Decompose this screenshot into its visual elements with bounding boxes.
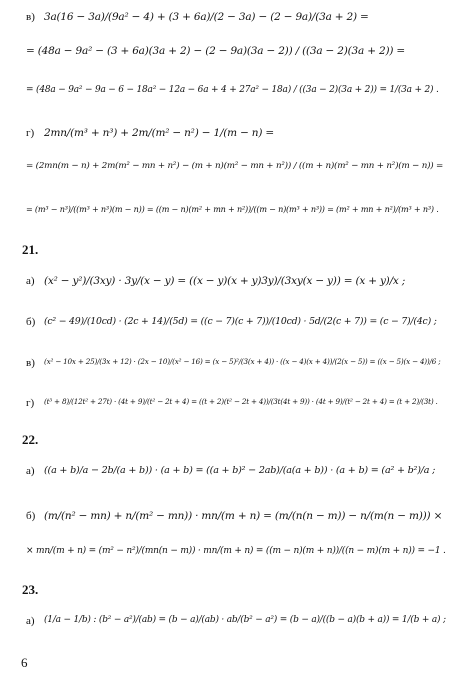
item-label: а) <box>26 465 35 477</box>
item-label: б) <box>26 510 36 522</box>
expression-line: ((a + b)/a − 2b/(a + b)) · (a + b) = ((a + b)² − 2ab)/(a(a + b)) · (a + b) = (a² + b²)/a ; <box>44 465 436 476</box>
problem-number: 21. <box>22 242 39 257</box>
expression-line: (t³ + 8)/(12t² + 27t) · (4t + 9)/(t² − 2t + 4) = ((t + 2)(t² − 2t + 4))/(3t(4t + 9)) · (4t + 9)/(t² − 2t + 4) = (t + 2)/(3t) . <box>44 397 438 406</box>
expression-line: × mn/(m + n) = (m² − n²)/(mn(n − m)) · mn/(m + n) = ((m − n)(m + n))/((n − m)(m + n)) = −1 . <box>26 546 446 556</box>
page-number: 6 <box>21 655 28 670</box>
item-label: в) <box>26 11 35 23</box>
expression-line: (c² − 49)/(10cd) · (2c + 14)/(5d) = ((c − 7)(c + 7))/(10cd) · 5d/(2(c + 7)) = (c − 7)/(4c) ; <box>44 316 437 327</box>
item-label: б) <box>26 316 36 328</box>
expression-line: = (48a − 9a² − (3 + 6a)(3a + 2) − (2 − 9a)(3a − 2)) / ((3a − 2)(3a + 2)) = <box>26 45 405 57</box>
item-label: а) <box>26 615 35 627</box>
expression-line: (1/a − 1/b) : (b² − a²)/(ab) = (b − a)/(ab) · ab/(b² − a²) = (b − a)/((b − a)(b + a)) = 1/(b + a) ; <box>44 615 446 625</box>
expression-line: (x² − 10x + 25)/(3x + 12) · (2x − 10)/(x² − 16) = (x − 5)²/(3(x + 4)) · ((x − 4)(x + 4))/(2(x − 5)) = ((x − 5)(x − 4))/6 ; <box>44 357 441 366</box>
expression-line: (m/(n² − mn) + n/(m² − mn)) · mn/(m + n) = (m/(n(n − m)) − n/(m(n − m))) × <box>44 510 443 522</box>
expression-line: = (2mn(m − n) + 2m(m² − mn + n²) − (m + n)(m² − mn + n²)) / ((m + n)(m² − mn + n²)(m − n)) = <box>26 161 444 171</box>
expression-line: (x² − y²)/(3xy) · 3y/(x − y) = ((x − y)(x + y)3y)/(3xy(x − y)) = (x + y)/x ; <box>44 275 406 287</box>
expression-line: = (48a − 9a² − 9a − 6 − 18a² − 12a − 6a + 4 + 27a² − 18a) / ((3a − 2)(3a + 2)) = 1/(3a + 2) . <box>26 85 439 95</box>
expression-line: 2mn/(m³ + n³) + 2m/(m² − n²) − 1/(m − n) = <box>44 127 275 139</box>
item-label: в) <box>26 357 35 369</box>
item-label: г) <box>26 127 35 139</box>
item-label: а) <box>26 275 35 287</box>
expression-line: = (m³ − n³)/((m³ + n³)(m − n)) = ((m − n)(m² + mn + n²))/((m − n)(m³ + n³)) = (m² + mn + n²)/(m³ + n³) . <box>26 204 439 214</box>
expression-line: 3a(16 − 3a)/(9a² − 4) + (3 + 6a)/(2 − 3a) − (2 − 9a)/(3a + 2) = <box>44 11 369 23</box>
problem-number: 22. <box>22 432 39 447</box>
problem-number: 23. <box>22 582 39 597</box>
item-label: г) <box>26 397 35 409</box>
